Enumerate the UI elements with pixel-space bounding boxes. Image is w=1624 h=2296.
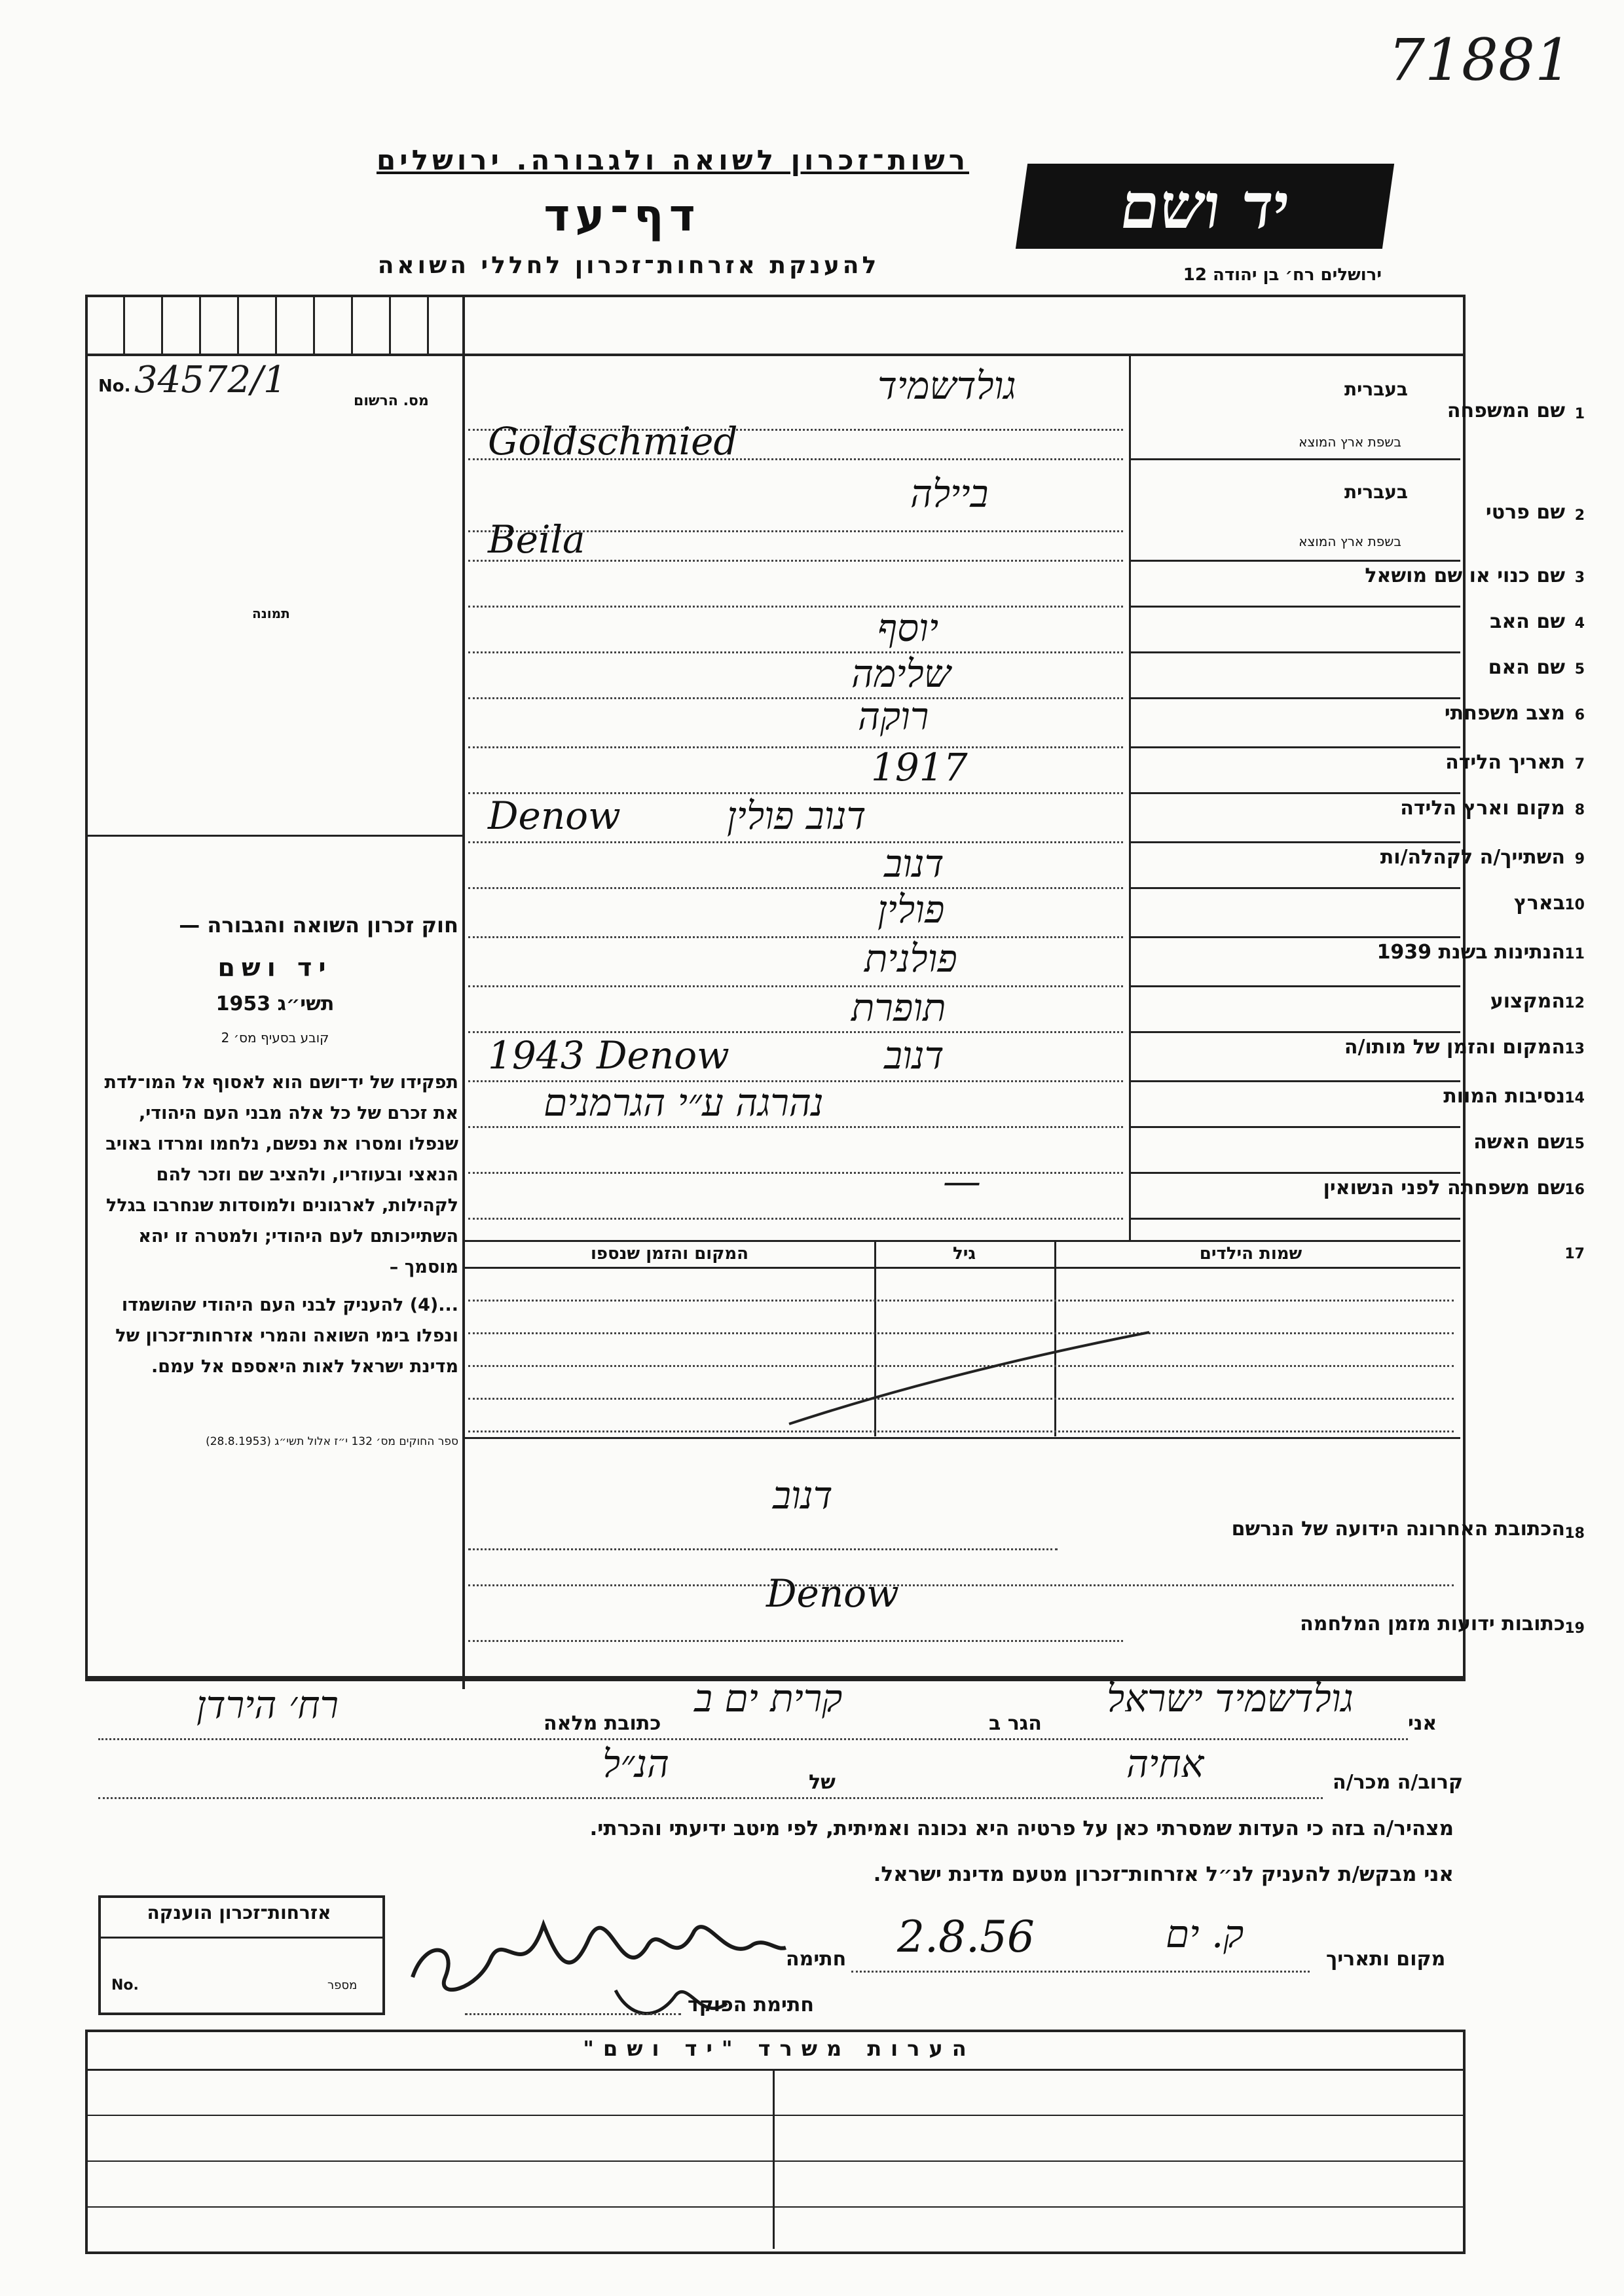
date-value: 2.8.56 <box>897 1912 1035 1962</box>
registration-value: 34572/1 <box>134 359 287 401</box>
law-text-purpose: תפקידו של יד־ושם הוא לאסוף אל המו־לדת את זכרם של כל אלה מבני העם היהודי, שנפלו ומסרו את נפשם, נלחמו ומרדו באויב הנאצי ובעוזריו, ולהציב שם וזכר להם לקהילות, לארגונים ולמוסדות שנחרבו בגלל השתייכותם לעם היהודי; ולמטרה זו יהא מוסמך – <box>104 1072 458 1277</box>
citizenship-no-label: No. <box>111 1977 139 1994</box>
field-7-number: 7 <box>1574 756 1585 773</box>
declaration-address-value: רח׳ הירדן <box>196 1683 339 1727</box>
declaration-lives-label: הגר ב <box>989 1712 1042 1735</box>
field-2-number: 2 <box>1574 507 1585 524</box>
field-6-label: מצב משפחתי <box>1444 702 1565 725</box>
declaration-relative-label: קרוב/ה מכר/ה <box>1333 1771 1464 1794</box>
field-1-sub-origin: בשפת ארץ המוצא <box>1299 434 1401 450</box>
field-9-value: דנוב <box>884 841 944 886</box>
registration-label: מס. הרשום <box>354 393 429 409</box>
field-5-number: 5 <box>1574 661 1585 678</box>
signature-label: חתימה <box>786 1948 847 1971</box>
field-7-value: 1917 <box>871 745 968 790</box>
field-3-number: 3 <box>1574 570 1585 586</box>
children-col-place: המקום והזמן שנספו <box>590 1244 749 1264</box>
field-19-label: כתובות ידועות מזמן המלחמה <box>1300 1613 1565 1635</box>
field-16-label: שם משפחתה לפני הנשואין <box>1323 1176 1565 1199</box>
place-date-label: מקום ותאריך <box>1326 1948 1446 1971</box>
law-clause: קובע בסעיף מס׳ 2 <box>221 1030 329 1046</box>
field-18-value: דנוב <box>773 1473 833 1518</box>
field-14-value: נהרגה ע״י הגרמנים <box>544 1080 824 1125</box>
law-title: חוק זכרון השואה והגבורה — <box>179 913 458 938</box>
official-signature-label: חתימת הפוקד <box>688 1994 814 2016</box>
field-18-label: הכתובת האחרונה הידועה של הנרשם <box>1231 1518 1565 1540</box>
field-6-number: 6 <box>1574 707 1585 723</box>
law-year: תשי״ג 1953 <box>215 993 335 1015</box>
field-12-value: תופרת <box>851 985 946 1030</box>
children-col-names: שמות הילדים <box>1199 1244 1302 1264</box>
children-col-age: גיל <box>952 1244 976 1264</box>
declaration-address-label: כתובת מלאה <box>544 1712 661 1735</box>
field-3-label: שם כנוי או שם מושאל <box>1365 564 1565 587</box>
field-19-value: Denow <box>766 1571 899 1616</box>
field-6-value: רוקה <box>858 694 929 738</box>
field-8-value-latin: Denow <box>488 793 621 838</box>
field-18-number: 18 <box>1564 1525 1585 1542</box>
field-14-number: 14 <box>1564 1090 1585 1106</box>
field-5-value: שלימה <box>851 651 951 696</box>
field-13-label: המקום והזמן של מותו/ה <box>1344 1036 1565 1059</box>
field-13-number: 13 <box>1564 1041 1585 1057</box>
field-11-label: הנתינות בשנת 1939 <box>1376 941 1565 964</box>
citizenship-number-label: מספר <box>327 1978 358 1992</box>
yad-vashem-logo: יד ושם <box>1016 164 1394 249</box>
citizenship-box-title: אזרחות־זכרון הוענקה <box>147 1902 331 1923</box>
field-2-sub-origin: בשפת ארץ המוצא <box>1299 534 1401 549</box>
field-4-number: 4 <box>1574 615 1585 632</box>
field-16-value: — <box>943 1159 981 1203</box>
field-13-value-hebrew: דנוב <box>884 1033 944 1078</box>
field-2-sub-hebrew: בעברית <box>1344 481 1408 503</box>
form-subtitle: להענקת אזרחות־זכרון לחללי השואה <box>377 252 880 279</box>
field-10-label: בארץ <box>1513 892 1565 915</box>
declaration-of-value: הנ״ל <box>602 1741 670 1786</box>
field-4-label: שם האב <box>1490 610 1565 633</box>
field-1-value-hebrew: גולדשמיד <box>877 363 1016 408</box>
field-1-value-latin: Goldschmied <box>488 419 738 464</box>
field-1-sub-hebrew: בעברית <box>1344 378 1408 400</box>
field-8-number: 8 <box>1574 802 1585 818</box>
field-1-label: שם המשפחה <box>1447 399 1565 422</box>
field-2-value-latin: Beila <box>488 517 585 562</box>
field-15-number: 15 <box>1564 1136 1585 1152</box>
logo-address: ירושלים רח׳ בן יהודה 12 <box>1183 265 1382 285</box>
field-8-label: מקום וארץ הלידה <box>1400 797 1565 820</box>
office-notes-box <box>85 2030 1466 2254</box>
declaration-city-value: קרית ים ב <box>694 1676 843 1721</box>
archive-stamp-number: 71881 <box>1388 26 1572 94</box>
field-14-label: נסיבות המוות <box>1443 1085 1565 1108</box>
field-5-label: שם האם <box>1488 656 1565 679</box>
declaration-relation-value: אחיה <box>1126 1741 1204 1786</box>
field-19-number: 19 <box>1564 1620 1585 1637</box>
field-10-number: 10 <box>1564 897 1585 913</box>
declaration-request: אני מבקש/ת להעניק לנ״ל אזרחות־זכרון מטעם מדינת ישראל. <box>873 1863 1454 1886</box>
law-text-citizenship: ...(4) להעניק לבני העם היהודי שהושמדו ונפלו בימי השואה והמרי אזרחות־זכרון של מדינת ישראל לאות היאספם אל עמם. <box>115 1295 458 1377</box>
field-2-label: שם פרטי <box>1485 501 1565 524</box>
field-17-number: 17 <box>1564 1246 1585 1262</box>
declaration-i-label: אני <box>1408 1712 1437 1735</box>
field-12-label: המקצוע <box>1490 990 1565 1013</box>
declaration-statement: מצהיר/ה בזה כי העדות שמסרתי כאן על פרטיה היא נכונה ואמיתית, לפי מיטב ידיעתי והכרתי. <box>589 1817 1454 1840</box>
photo-placeholder-label: תמונה <box>252 606 290 621</box>
field-15-label: שם האשה <box>1473 1131 1565 1154</box>
declaration-name-value: גולדשמיד ישראל <box>1107 1676 1354 1721</box>
field-1-number: 1 <box>1574 406 1585 422</box>
field-11-value: פולנית <box>864 936 957 981</box>
law-gazette: ספר החוקים מס׳ 132 י״ז אלול תשי״ג (28.8.1953) <box>206 1435 458 1448</box>
place-value: ק. ים <box>1166 1912 1244 1956</box>
authority-heading: רשות־זכרון לשואה ולגבורה. ירושלים <box>376 144 969 176</box>
field-16-number: 16 <box>1564 1182 1585 1198</box>
law-name: יד ושם <box>217 953 333 982</box>
field-4-value: יוסף <box>877 606 939 650</box>
field-9-label: השתייך/ה לקהלה/ות <box>1380 846 1565 869</box>
field-10-value: פולין <box>877 887 945 932</box>
field-11-number: 11 <box>1564 946 1585 962</box>
field-13-value-latin: 1943 Denow <box>488 1033 729 1078</box>
registration-no-label: No. <box>98 376 131 396</box>
field-7-label: תאריך הלידה <box>1445 751 1565 774</box>
office-notes-heading: הערות משרד "יד ושם" <box>583 2036 976 2061</box>
field-2-value-hebrew: ביילה <box>910 471 989 516</box>
declaration-of-label: של <box>809 1771 836 1794</box>
children-cross-out-stroke <box>786 1319 1153 1430</box>
field-9-number: 9 <box>1574 851 1585 867</box>
field-8-value-hebrew: דנוב פולין <box>727 793 866 838</box>
form-title: דף־עד <box>544 190 701 242</box>
field-12-number: 12 <box>1564 995 1585 1011</box>
